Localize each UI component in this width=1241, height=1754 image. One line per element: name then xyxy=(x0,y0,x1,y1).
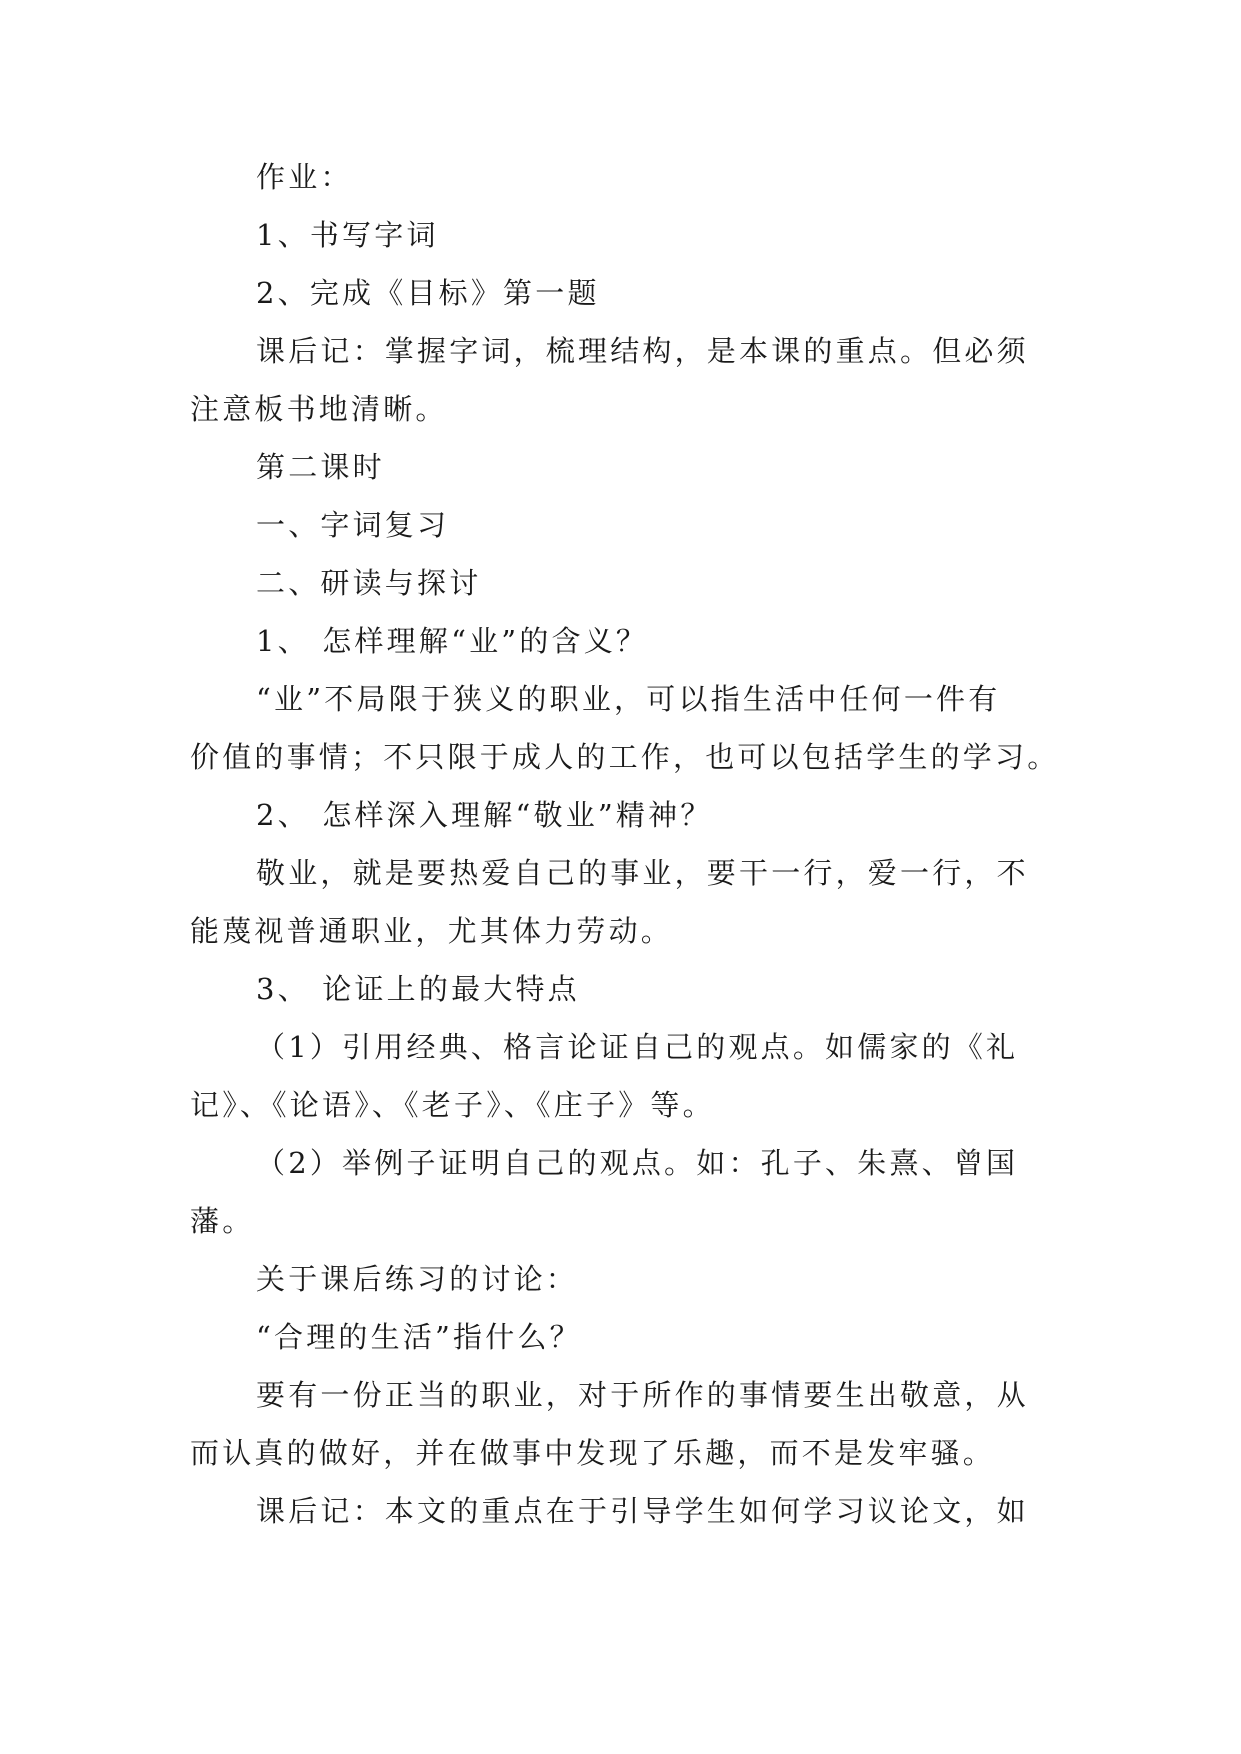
text-line: 课后记：本文的重点在于引导学生如何学习议论文，如 xyxy=(256,1494,1029,1528)
text-line: 1、书写字词 xyxy=(256,218,439,252)
text-line: 注意板书地清晰。 xyxy=(190,392,448,426)
text-line: “业”不局限于狭义的职业，可以指生活中任何一件有 xyxy=(256,682,1001,716)
text-line: 记》、《论语》、《老子》、《庄子》等。 xyxy=(190,1088,715,1122)
text-line: 第二课时 xyxy=(256,450,385,484)
text-line: 一、字词复习 xyxy=(256,508,450,542)
text-line: 要有一份正当的职业，对于所作的事情要生出敬意，从 xyxy=(256,1378,1029,1412)
text-line: 能蔑视普通职业，尤其体力劳动。 xyxy=(190,914,674,948)
text-line: 价值的事情；不只限于成人的工作，也可以包括学生的学习。 xyxy=(190,740,1060,774)
text-line: 关于课后练习的讨论： xyxy=(256,1262,579,1296)
text-line: （2）举例子证明自己的观点。如：孔子、朱熹、曾国 xyxy=(256,1146,1019,1180)
text-line: 藩。 xyxy=(190,1204,255,1238)
text-line: 1、 怎样理解“业”的含义？ xyxy=(256,624,649,658)
text-line: 课后记：掌握字词，梳理结构，是本课的重点。但必须 xyxy=(256,334,1029,368)
text-line: 而认真的做好，并在做事中发现了乐趣，而不是发牢骚。 xyxy=(190,1436,996,1470)
text-line: 二、研读与探讨 xyxy=(256,566,482,600)
text-line: 2、完成《目标》第一题 xyxy=(256,276,600,310)
text-line: 作业： xyxy=(256,160,353,194)
text-line: （1）引用经典、格言论证自己的观点。如儒家的《礼 xyxy=(256,1030,1019,1064)
text-line: “合理的生活”指什么？ xyxy=(256,1320,582,1354)
text-line: 敬业，就是要热爱自己的事业，要干一行，爱一行，不 xyxy=(256,856,1029,890)
text-line: 3、 论证上的最大特点 xyxy=(256,972,580,1006)
text-line: 2、 怎样深入理解“敬业”精神？ xyxy=(256,798,713,832)
